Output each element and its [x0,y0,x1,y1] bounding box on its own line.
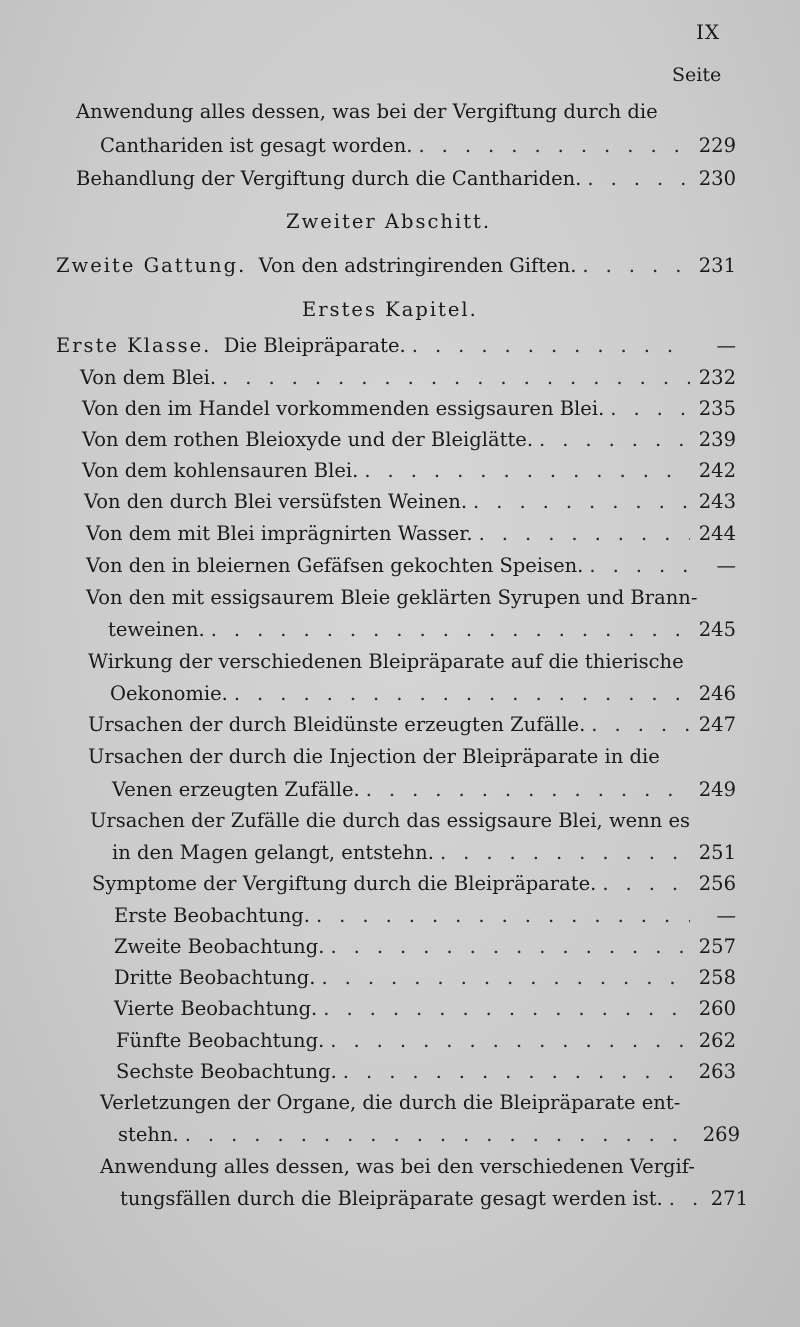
toc-entry [56,333,736,359]
toc-line [100,1154,695,1180]
toc-text: Vierte Beobachtung. [114,997,318,1020]
toc-line [88,744,660,770]
leader-dots [211,617,690,643]
toc-text: teweinen. [108,618,205,641]
section-heading: Zweiter Abschitt. [286,210,492,233]
toc-text: Von den adstringirenden Giften. [258,254,577,277]
toc-entry [86,553,736,579]
toc-page: 244 [698,522,736,545]
toc-text: Wirkung der verschiedenen Bleipräparate auf die thierische [88,650,684,673]
toc-text: Von dem rothen Bleioxyde und der Bleiglätte. [82,428,534,451]
leader-dots [591,712,690,738]
toc-text: Von dem kohlensauren Blei. [82,459,359,482]
toc-page: 231 [698,254,736,277]
toc-text: Die Bleipräparate. [223,334,406,357]
toc-text: Von dem mit Blei imprägnirten Wasser. [86,522,473,545]
toc-entry [112,777,736,803]
toc-text: Ursachen der Zufälle die durch das essigsaure Blei, wenn es [90,809,691,832]
toc-page: 257 [698,935,736,958]
leader-dots [330,934,690,960]
toc-text: Behandlung der Vergiftung durch die Canthariden. [76,167,582,190]
toc-page: 245 [698,618,736,641]
toc-text: Fünfte Beobachtung. [116,1029,325,1052]
toc-prefix: Erste Klasse. [56,334,212,357]
toc-line [76,99,658,125]
leader-dots [321,965,690,991]
toc-text: Von den im Handel vorkommenden essigsauren Blei. [82,397,605,420]
toc-page: 251 [698,841,736,864]
leader-dots [418,133,690,159]
toc-entry [116,1028,736,1054]
toc-text: Von den mit essigsaurem Bleie geklärten Syrupen und Brann- [86,586,698,609]
leader-dots [610,396,690,422]
toc-text: Oekonomie. [110,682,228,705]
toc-page: 262 [698,1029,736,1052]
toc-entry [76,166,736,192]
leader-dots [323,996,690,1022]
leader-dots [316,903,690,929]
leader-dots [587,166,690,192]
page-number: IX [696,20,721,44]
toc-entry [114,996,736,1022]
toc-text: stehn. [118,1123,179,1146]
toc-page: 230 [698,167,736,190]
toc-text: Verletzungen der Organe, die durch die Bleipräparate ent- [100,1091,681,1114]
toc-line [88,649,684,675]
toc-entry [86,521,736,547]
toc-page: 263 [698,1060,736,1083]
toc-text: Canthariden ist gesagt worden. [100,134,413,157]
toc-text: in den Magen gelangt, entstehn. [112,841,434,864]
toc-entry [108,617,736,643]
toc-entry [116,1059,736,1085]
toc-entry [114,965,736,991]
toc-entry [82,396,736,422]
toc-page: — [716,554,736,577]
toc-entry [118,1122,740,1148]
seite-column-header: Seite [672,64,722,86]
toc-text: Venen erzeugten Zufälle. [112,778,360,801]
toc-line [86,585,697,611]
toc-entry [110,681,736,707]
toc-text: Symptome der Vergiftung durch die Bleipräparate. [92,872,597,895]
leader-dots [364,458,690,484]
toc-entry [82,458,736,484]
toc-text: Anwendung alles dessen, was bei der Vergiftung durch die [76,100,658,123]
leader-dots [234,681,690,707]
leader-dots [330,1028,690,1054]
toc-page: 246 [698,682,736,705]
leader-dots [366,777,690,803]
toc-text: Anwendung alles dessen, was bei den verschiedenen Vergif- [100,1155,695,1178]
chapter-heading: Erstes Kapitel. [302,298,478,321]
toc-entry [112,840,736,866]
toc-text: Dritte Beobachtung. [114,966,316,989]
toc-page: — [716,904,736,927]
toc-entry [84,489,736,515]
toc-entry [80,365,736,391]
toc-text: Von dem Blei. [80,366,217,389]
toc-page: 249 [698,778,736,801]
toc-entry [100,133,736,159]
leader-dots [473,489,690,515]
leader-dots [602,871,690,897]
toc-page: 242 [698,459,736,482]
toc-page: 239 [698,428,736,451]
toc-page: 235 [698,397,736,420]
toc-page: 243 [698,490,736,513]
toc-entry [114,903,736,929]
toc-text: Ursachen der durch Bleidünste erzeugten Zufälle. [88,713,586,736]
leader-dots [185,1122,694,1148]
toc-page: 229 [698,134,736,157]
leader-dots [479,521,690,547]
toc-entry [82,427,736,453]
leader-dots [589,553,690,579]
leader-dots [412,333,690,359]
toc-text: Erste Beobachtung. [114,904,310,927]
toc-page: 258 [698,966,736,989]
leader-dots [222,365,690,391]
leader-dots [539,427,690,453]
toc-text: Ursachen der durch die Injection der Bleipräparate in die [88,745,660,768]
toc-entry [120,1186,748,1212]
toc-text: Zweite Beobachtung. [114,935,325,958]
toc-page: 269 [702,1123,740,1146]
toc-prefix: Zweite Gattung. [56,254,247,277]
toc-text: tungsfällen durch die Bleipräparate gesagt werden ist. [120,1187,663,1210]
toc-line [100,1090,680,1116]
leader-dots [582,253,690,279]
toc-page: 271 [710,1187,748,1210]
toc-page: — [716,334,736,357]
toc-text: Von den durch Blei versüfsten Weinen. [84,490,468,513]
toc-text: Von den in bleiernen Gefäfsen gekochten Speisen. [86,554,584,577]
toc-page: 247 [698,713,736,736]
leader-dots [440,840,690,866]
toc-page: 256 [698,872,736,895]
leader-dots [343,1059,690,1085]
toc-line [90,808,690,834]
toc-entry [114,934,736,960]
toc-entry [56,253,736,279]
toc-entry [92,871,736,897]
leader-dots [669,1186,702,1212]
toc-text: Sechste Beobachtung. [116,1060,337,1083]
toc-page: 260 [698,997,736,1020]
toc-page: 232 [698,366,736,389]
toc-entry [88,712,736,738]
